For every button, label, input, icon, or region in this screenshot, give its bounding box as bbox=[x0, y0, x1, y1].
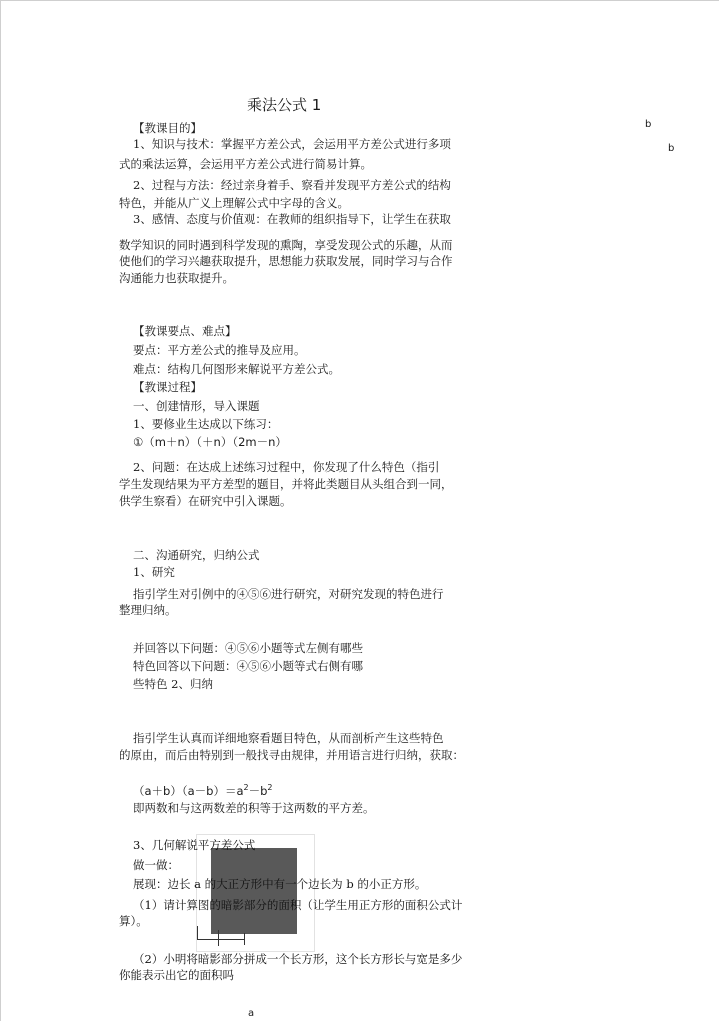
section-2-paragraph-1-line-1: 指引学生对引例中的④⑤⑥进行研究，对研究发现的特色进行 bbox=[133, 587, 444, 601]
figure-dimension-line bbox=[197, 939, 245, 940]
margin-label-b-top: b bbox=[645, 119, 652, 130]
figure-tick-middle bbox=[218, 930, 219, 946]
section-2-question-3: 些特色 2、归纳 bbox=[133, 677, 213, 691]
figure-tick-right bbox=[244, 933, 245, 945]
section-2-paragraph-2-line-1: 指引学生认真而详细地察看题目特色，从而剖析产生这些特色 bbox=[133, 731, 444, 745]
objective-3-line-2: 数学知识的同时遇到科学发现的熏陶，享受发现公式的乐趣，从而 bbox=[119, 238, 453, 252]
objective-2-line-1: 2、过程与方法：经过亲身着手、察看并发现平方差公式的结构 bbox=[133, 178, 451, 192]
section-3-question-1-line-1: （1）请计算图的暗影部分的面积（让学生用正方形的面积公式计 bbox=[133, 898, 463, 912]
shaded-square bbox=[211, 848, 297, 934]
section-1-heading: 一、创建情形，导入课题 bbox=[133, 399, 260, 413]
section-2-paragraph-1-line-2: 整理归纳。 bbox=[119, 603, 177, 617]
objective-1-line-1: 1、知识与技术：掌握平方差公式，会运用平方差公式进行多项 bbox=[133, 137, 451, 151]
document-title: 乘法公式 1 bbox=[247, 96, 322, 114]
section-2-heading: 二、沟通研究，归纳公式 bbox=[133, 548, 260, 562]
section-3-show: 展现：边长 a 的大正方形中有一个边长为 b 的小正方形。 bbox=[133, 877, 427, 891]
margin-label-b-second: b bbox=[668, 143, 675, 154]
margin-label-a: a bbox=[248, 1008, 255, 1019]
section-2-item-1: 1、研究 bbox=[133, 565, 175, 579]
objectives-heading: 【教课目的】 bbox=[133, 121, 202, 135]
keypoint-difficulty: 难点：结构几何图形来解说平方差公式。 bbox=[133, 362, 340, 376]
section-1-formula: ①（m＋n）（＋n）（2m－n） bbox=[133, 435, 287, 449]
formula-middle: －b bbox=[248, 783, 268, 798]
formula-exponent-a: 2 bbox=[243, 783, 249, 792]
section-3-question-2-line-2: 你能表示出它的面积吗 bbox=[119, 968, 234, 982]
section-1-item-2-line-3: 供学生察看）在研究中引入课题。 bbox=[119, 494, 292, 508]
section-1-item-1: 1、要修业生达成以下练习： bbox=[133, 417, 279, 431]
objective-3-line-4: 沟通能力也获取提升。 bbox=[119, 271, 234, 285]
section-1-item-2-line-1: 2、问题：在达成上述练习过程中，你发现了什么特色（指引 bbox=[133, 460, 440, 474]
section-2-question-1: 并回答以下问题：④⑤⑥小题等式左侧有哪些 bbox=[133, 641, 363, 655]
objective-3-line-1: 3、感情、态度与价值观：在教师的组织指导下，让学生在获取 bbox=[133, 212, 451, 226]
keypoints-heading: 【教课要点、难点】 bbox=[133, 324, 237, 338]
formula-left: （a＋b）（a－b）＝a bbox=[133, 783, 244, 798]
figure-tick-left bbox=[197, 926, 198, 940]
objective-1-line-2: 式的乘法运算，会运用平方差公式进行简易计算。 bbox=[119, 157, 372, 171]
objective-3-line-3: 使他们的学习兴趣获取提升，思想能力获取发展，同时学习与合作 bbox=[119, 254, 453, 268]
section-2-question-2: 特色回答以下问题：④⑤⑥小题等式右侧有哪 bbox=[133, 659, 363, 673]
section-2-paragraph-2-line-2: 的原由，而后由特别到一般找寻由规律，并用语言进行归纳，获取： bbox=[119, 748, 464, 762]
section-1-item-2-line-2: 学生发现结果为平方差型的题目，并将此类题目从头组合到一同， bbox=[119, 477, 453, 491]
objective-2-line-2: 特色，并能从广义上理解公式中字母的含义。 bbox=[119, 196, 349, 210]
formula-exponent-b: 2 bbox=[267, 783, 273, 792]
section-3-question-2-line-1: （2）小明将暗影部分拼成一个长方形，这个长方形长与宽是多少 bbox=[133, 952, 463, 966]
section-3-do: 做一做： bbox=[133, 858, 179, 872]
process-heading: 【教课过程】 bbox=[133, 380, 202, 394]
keypoint-key: 要点：平方差公式的推导及应用。 bbox=[133, 343, 306, 357]
section-3-question-1-line-2: 算）。 bbox=[119, 914, 148, 928]
difference-of-squares-formula bbox=[133, 781, 273, 798]
section-3-heading: 3、几何解说平方差公式 bbox=[133, 838, 256, 852]
formula-statement: 即两数和与这两数差的积等于这两数的平方差。 bbox=[133, 801, 375, 815]
